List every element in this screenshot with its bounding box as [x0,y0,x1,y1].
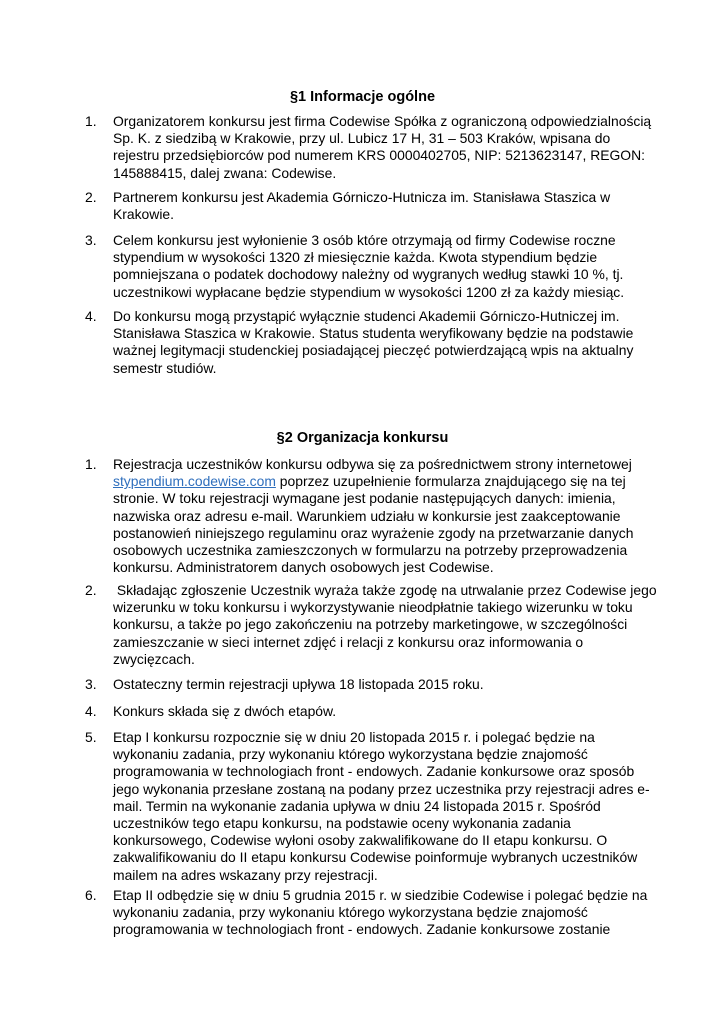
item-number: 3. [85,676,97,692]
website-link[interactable]: stypendium.codewise.com [113,473,276,490]
item-number: 2. [85,582,97,598]
item-text: Organizatorem konkursu jest firma Codewise Spółka z ograniczoną odpowiedzialnością Sp. K. z siedzibą w Krakowie, przy ul. Lubicz 17 H, 31 – 503 Kraków, wpisana do rejestru przedsiębiorców pod numerem KRS 0000402705, NIP: 5213623147, REGON: 145888415, dalej zwana: Codewise. [113,113,652,181]
item-text: Etap I konkursu rozpocznie się w dniu 20 listopada 2015 r. i polegać będzie na wykonaniu zadania, przy wykonaniu którego wykorzystana będzie znajomość programowania w technologiach front - endowych. Zadanie konkursowe oraz sposób jego wykonania przesłane zostaną na podany przez uczestnika przy rejestracji adres e- mail. Termin na wykonanie zadania upływa w dniu 24 listopada 2015 r. Spośród uczestników tego etapu konkursu, na podstawie oceny wykonania zadania konkursowego, Codewise wyłoni osoby zakwalifikowane do II etapu konkursu. O zakwalifikowaniu do II etapu konkursu Codewise poinformuje wybranych uczestników mailem na adres wskazany przy rejestracji. [113,729,650,883]
item-text: Ostateczny termin rejestracji upływa 18 listopada 2015 roku. [113,676,484,692]
item-number: 3. [85,232,97,248]
item-text: Rejestracja uczestników konkursu odbywa się za pośrednictwem strony internetowej stypendium.codewise.com poprzez uzupełnienie formularza znajdującego się na tej stronie. W toku rejestracji wymagane jest podanie następujących danych: imienia, nazwiska oraz adresu e-mail. Warunkiem udziału w konkursie jest zaakceptowanie postanowień niniejszego regulaminu oraz wyrażenie zgody na przetwarzanie danych osobowych uczestnika zamieszczonych w formularzu na potrzeby przeprowadzenia konkursu. Administratorem danych osobowych jest Codewise. [113,456,634,576]
item-text: Celem konkursu jest wyłonienie 3 osób które otrzymają od firmy Codewise roczne stypendium w wysokości 1320 zł miesięcznie każda. Kwota stypendium będzie pomniejszana o podatek dochodowy należny od wygranych według stawki 10 %, tj. uczestnikowi wypłacane będzie stypendium w wysokości 1200 zł za każdy miesiąc. [113,232,625,300]
section-2-title: §2 Organizacja konkursu [276,430,449,446]
item-number: 4. [85,703,97,719]
item-number: 6. [85,887,97,903]
item-number: 4. [85,308,97,324]
item-text: Etap II odbędzie się w dniu 5 grudnia 2015 r. w siedzibie Codewise i polegać będzie na wykonaniu zadania, przy wykonaniu którego wykorzystana będzie znajomość programowania w technologiach front - endowych. Zadanie konkursowe zostanie [113,887,648,938]
item-number: 1. [85,456,97,472]
item-number: 5. [85,729,97,745]
item-text: Konkurs składa się z dwóch etapów. [113,703,337,719]
item-number: 2. [85,189,97,205]
item-text: Partnerem konkursu jest Akademia Górniczo-Hutnicza im. Stanisława Staszica w Krakowie. [113,189,611,223]
item-text: Składając zgłoszenie Uczestnik wyraża także zgodę na utrwalanie przez Codewise jego wizerunku w toku konkursu i wykorzystywanie nieodpłatnie takiego wizerunku w toku konkursu, a także po jego zakończeniu na potrzeby marketingowe, w szczególności zamieszczanie w sieci internet zdjęć i relacji z konkursu oraz informowania o zwycięzcach. [113,582,657,667]
item-text: Do konkursu mogą przystąpić wyłącznie studenci Akademii Górniczo-Hutniczej im. Stanisława Staszica w Krakowie. Status studenta weryfikowany będzie na podstawie ważnej legitymacji studenckiej posiadającej pieczęć potwierdzającą wpis na aktualny semestr studiów. [113,308,634,376]
section-1-title: §1 Informacje ogólne [289,89,436,105]
item-number: 1. [85,113,97,129]
